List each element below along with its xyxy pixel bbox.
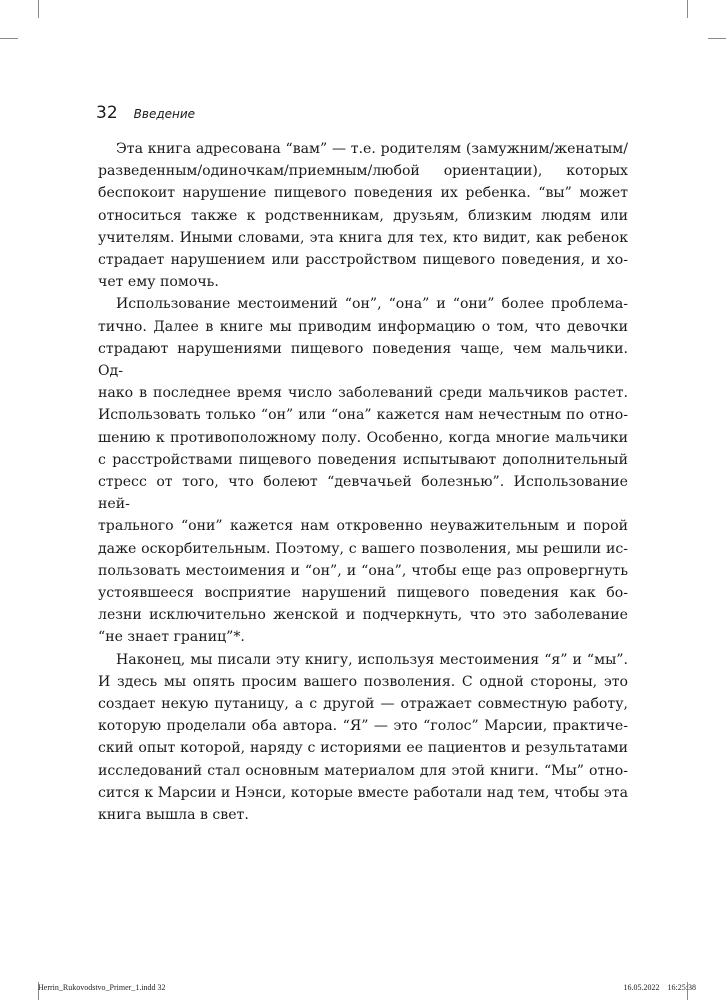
section-title: Введение [133,107,196,121]
crop-mark [38,0,39,18]
text-line: Наконец, мы писали эту книгу, используя местоимения “я” и “мы”. [116,651,628,668]
print-slug [38,983,696,995]
crop-mark [687,0,688,18]
text-line: И здесь мы опять просим вашего позволения. С одной стороны, это [98,673,628,690]
text-line: “не знает границ”*. [98,629,245,646]
text-line: разведенным/одиночкам/приемным/любой ориентации), которых [98,163,628,180]
text-line: лезни исключительно женской и подчеркнуть, что это заболевание [98,607,628,624]
text-line: учителям. Иными словами, эта книга для тех, кто видит, как ребенок [98,229,628,246]
text-line: трального “они” кажется нам откровенно неуважительным и порой [98,518,628,535]
print-date: 16.05.2022 [623,983,660,992]
text-line: даже оскорбительным. Поэтому, с вашего позволения, мы решили ис- [98,540,628,557]
paragraph [98,138,628,293]
text-line: которую проделали оба автора. “Я” — это “голос” Марсии, практиче- [98,718,628,735]
crop-mark [708,38,726,39]
text-line: книга вышла в свет. [98,807,249,824]
text-line: устоявшееся восприятие нарушений пищевого поведения как бо- [98,585,628,602]
text-line: относиться также к родственникам, друзьям, близким людям или [98,207,628,224]
text-line: тично. Далее в книге мы приводим информацию о том, что девочки [98,318,628,335]
text-line: Эта книга адресована “вам” — т.е. родителям (замужним/женатым/ [116,141,628,157]
print-timestamp [618,983,696,995]
crop-mark [0,38,18,39]
text-line: создает некую путаницу, а с другой — отражает совместную работу, [98,696,628,713]
text-line: шению к противоположному полу. Особенно, когда многие мальчики [98,429,628,446]
print-time: 16:25:38 [667,983,696,992]
text-line: Использование местоимений “он”, “она” и “они” более проблема- [116,296,628,313]
running-header [96,103,630,127]
paragraph [98,293,628,648]
text-line: с расстройствами пищевого поведения испытывают дополнительный [98,451,628,468]
text-line: стресс от того, что болеют “девчачьей болезнью”. Использование ней- [98,474,628,513]
text-line: беспокоит нарушение пищевого поведения их ребенка. “вы” может [98,185,628,202]
body-text [98,138,628,826]
text-line: пользовать местоимения и “он”, и “она”, чтобы еще раз опровергнуть [98,562,628,579]
paragraph [98,649,628,827]
file-name: Herrin_Rukovodstvo_Primer_1.indd 32 [38,983,166,992]
text-line: ский опыт которой, наряду с историями ее пациентов и результатами [98,740,628,757]
text-line: сится к Марсии и Нэнси, которые вместе работали над тем, чтобы эта [98,784,628,801]
text-line: страдает нарушением или расстройством пищевого поведения, и хо- [98,252,628,269]
text-line: нако в последнее время число заболеваний среди мальчиков растет. [98,385,628,402]
text-line: страдают нарушениями пищевого поведения чаще, чем мальчики. Од- [98,340,628,380]
page-number: 32 [96,103,118,123]
text-line: чет ему помочь. [98,274,219,291]
text-line: Использовать только “он” или “она” кажется нам нечестным по отно- [98,407,628,424]
text-line: исследований стал основным материалом для этой книги. “Мы” отно- [98,762,628,779]
